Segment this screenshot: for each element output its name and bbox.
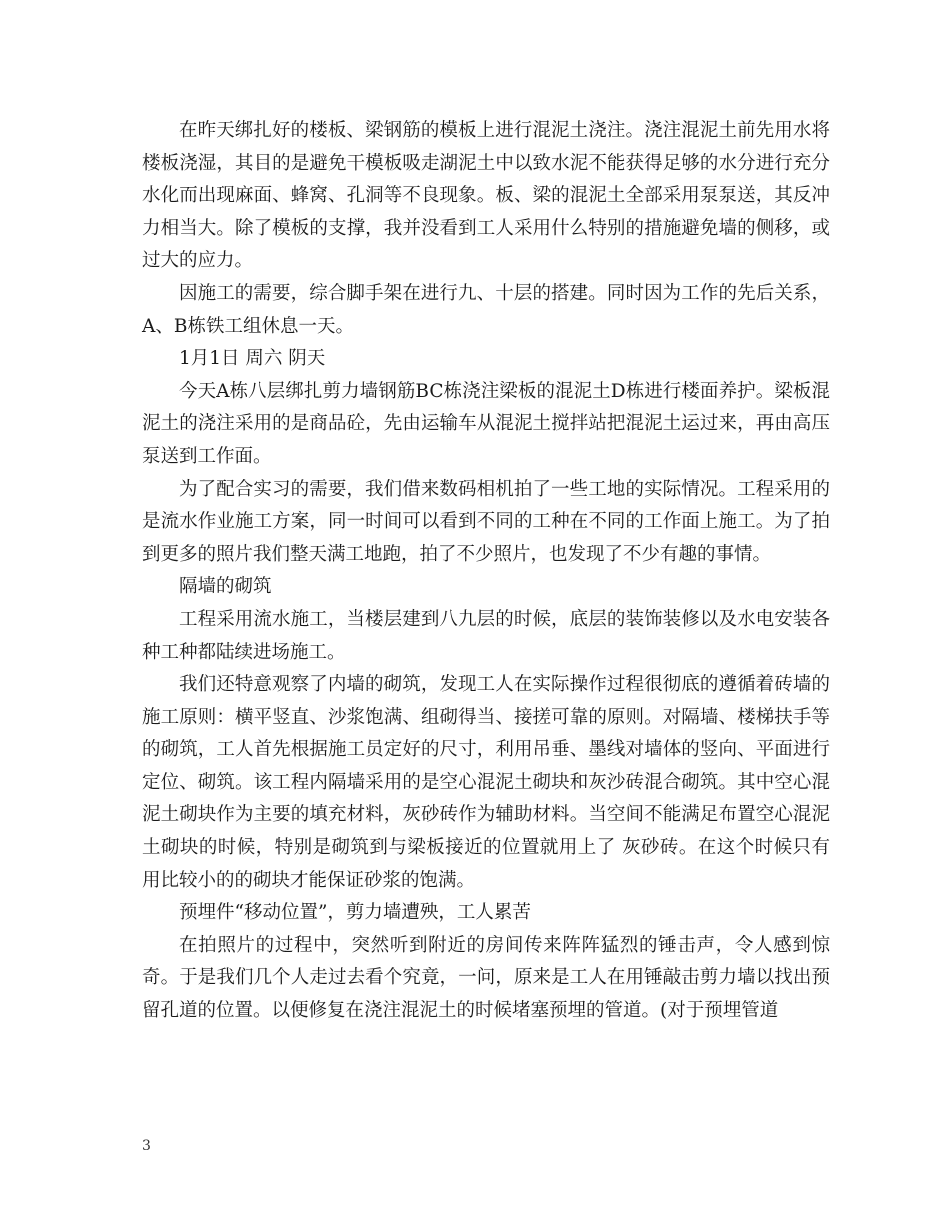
paragraph: 在昨天绑扎好的楼板、梁钢筋的模板上进行混泥土浇注。浇注混泥土前先用水将楼板浇湿，其目的是避免干模板吸走湖泥土中以致水泥不能获得足够的水分进行充分水化而出现麻面、蜂窝、孔洞等不良现象。板、梁的混泥土全部采用泵泵送，其反冲力相当大。除了模板的支撑，我并没看到工人采用什么特别的措施避免墙的侧移，或过大的应力。: [142, 120, 830, 272]
document-body: [142, 115, 830, 1028]
paragraph: 工程采用流水施工，当楼层建到八九层的时候，底层的装饰装修以及水电安装各种工种都陆续进场施工。: [142, 608, 830, 663]
paragraph: 在拍照片的过程中，突然听到附近的房间传来阵阵猛烈的锤击声，令人感到惊奇。于是我们几个人走过去看个究竟，一问，原来是工人在用锤敲击剪力墙以找出预留孔道的位置。以便修复在浇注混泥土的时候堵塞预埋的管道。(对于预埋管道: [142, 934, 830, 1022]
paragraph: 我们还特意观察了内墙的砌筑，发现工人在实际操作过程很彻底的遵循着砖墙的施工原则：横平竖直、沙浆饱满、组砌得当、接搓可靠的原则。对隔墙、楼梯扶手等的砌筑，工人首先根据施工员定好的尺寸，利用吊垂、墨线对墙体的竖向、平面进行定位、砌筑。该工程内隔墙采用的是空心混泥土砌块和灰沙砖混合砌筑。其中空心混泥土砌块作为主要的填充材料，灰砂砖作为辅助材料。当空间不能满足布置空心混泥土砌块的时候，特别是砌筑到与梁板接近的位置就用上了 灰砂砖。在这个时候只有用比较小的的砌块才能保证砂浆的饱满。: [142, 674, 830, 891]
paragraph: 为了配合实习的需要，我们借来数码相机拍了一些工地的实际情况。工程采用的是流水作业施工方案，同一时间可以看到不同的工种在不同的工作面上施工。为了拍到更多的照片我们整天满工地跑，拍了不少照片，也发现了不少有趣的事情。: [142, 478, 830, 565]
paragraph: 因施工的需要，综合脚手架在进行九、十层的搭建。同时因为工作的先后关系，A、B栋铁工组休息一天。: [142, 282, 830, 337]
page-number: 3: [142, 1138, 151, 1154]
section-heading: 预埋件“移动位置”，剪力墙遭殃，工人累苦: [179, 902, 531, 924]
date-heading: 1月1日 周六 阴天: [179, 348, 326, 370]
paragraph: 今天A栋八层绑扎剪力墙钢筋BC栋浇注梁板的混泥土D栋进行楼面养护。梁板混泥土的浇注采用的是商品砼，先由运输车从混泥土搅拌站把混泥土运过来，再由高压泵送到工作面。: [142, 380, 830, 467]
section-heading: 隔墙的砌筑: [179, 576, 272, 598]
